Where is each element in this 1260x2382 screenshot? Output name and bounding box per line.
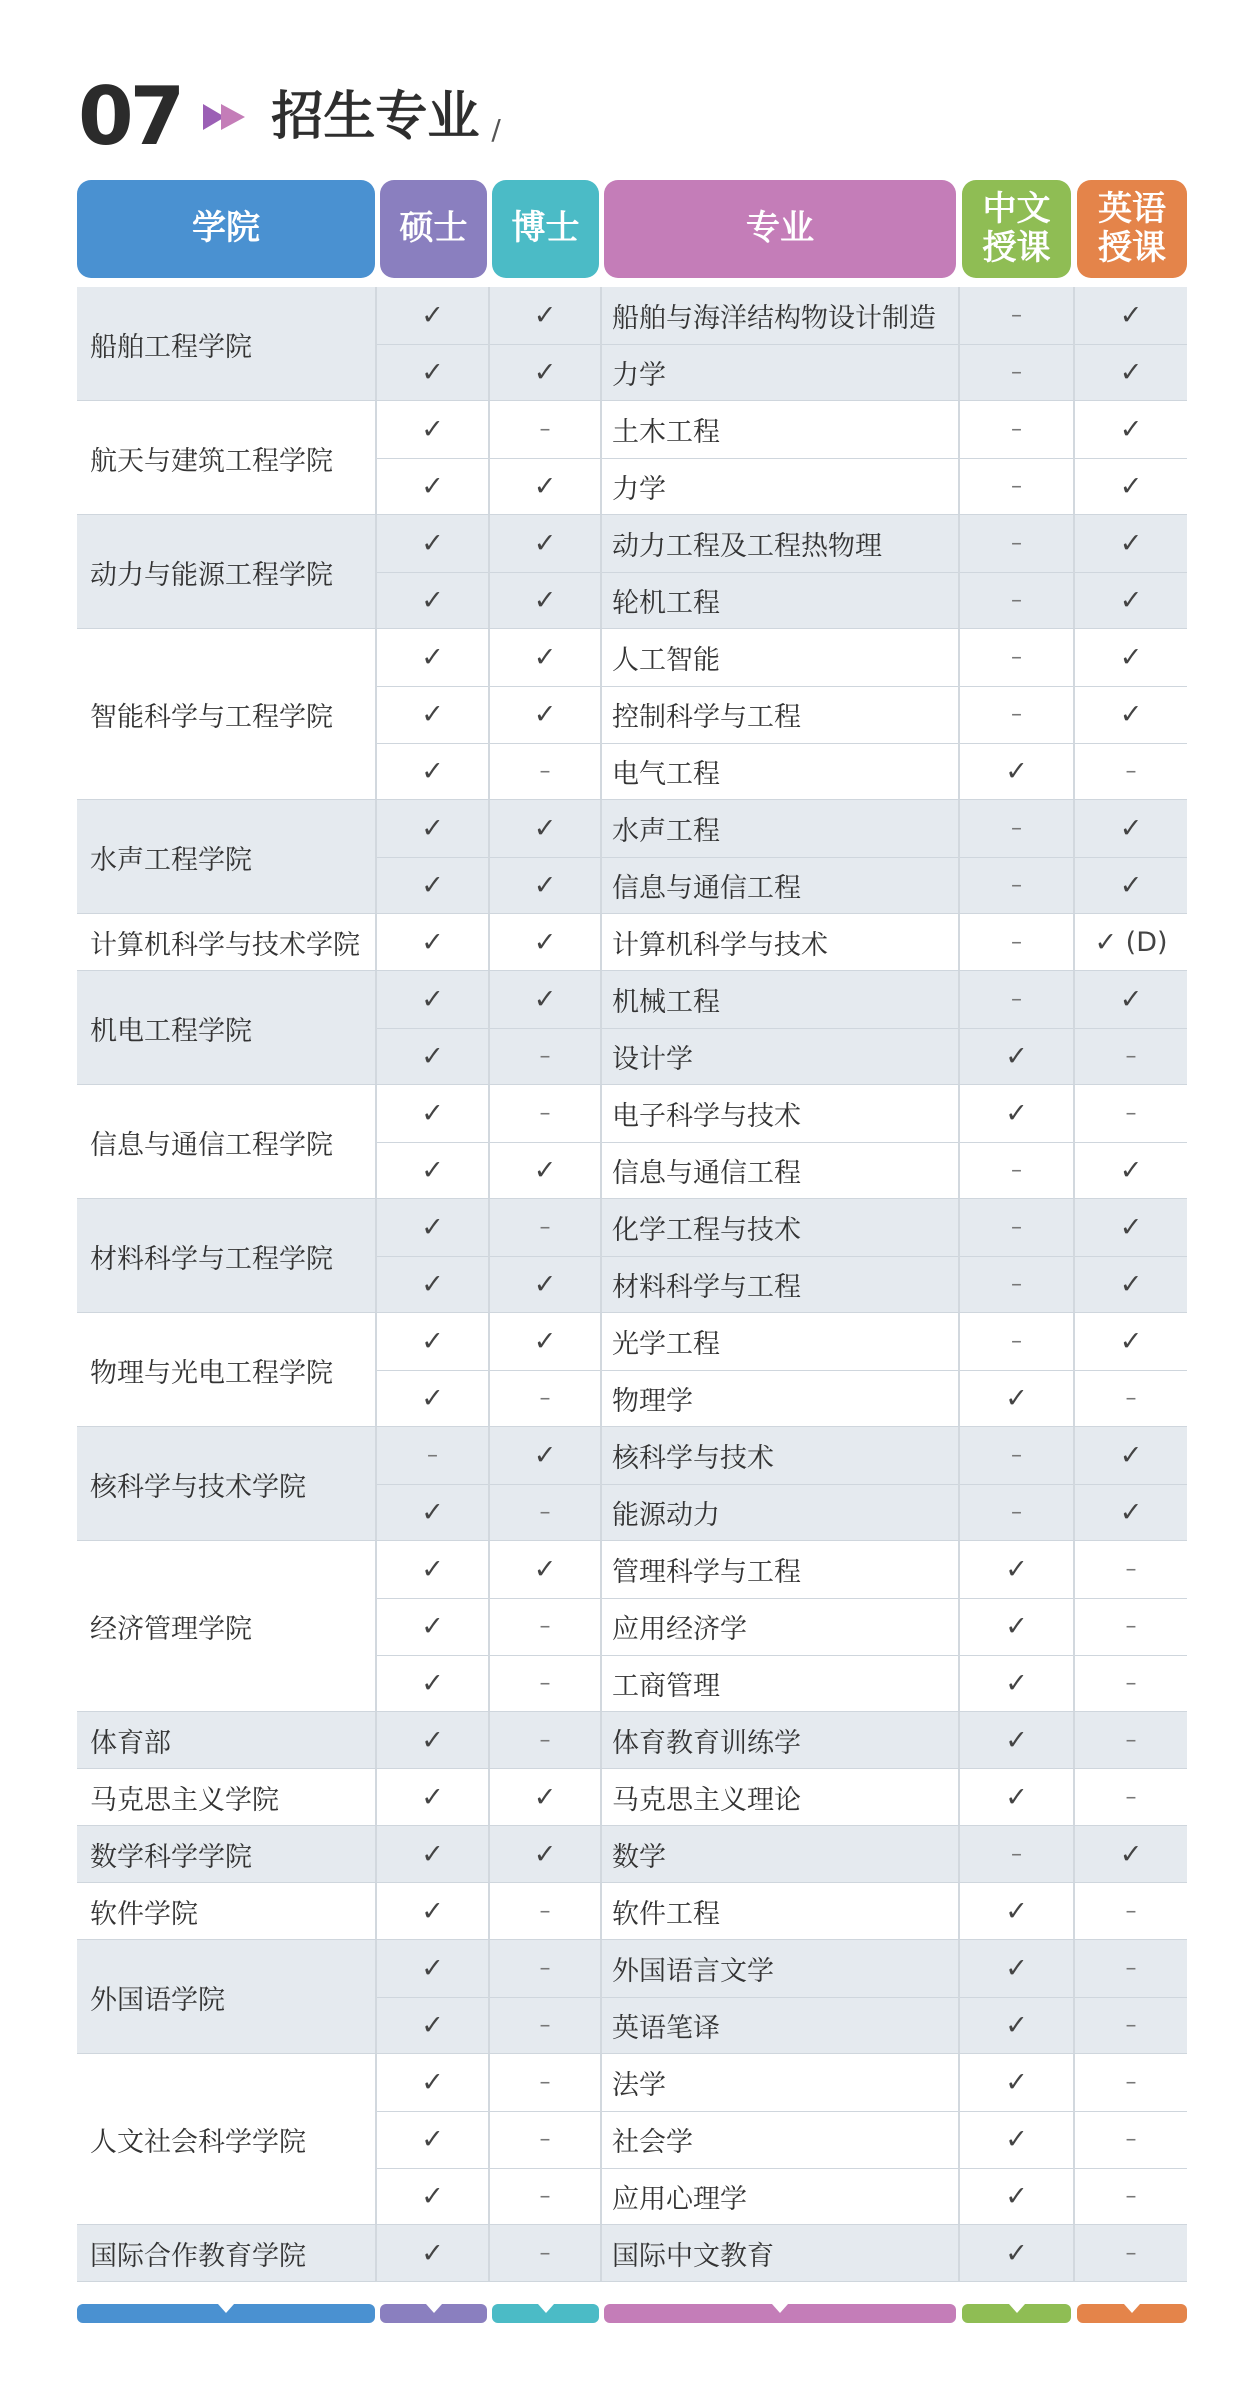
header-chinese-line2: 授课 [982, 228, 1051, 268]
footer-bar-english [1077, 2304, 1187, 2323]
english-taught-cell: ✓ [1073, 857, 1187, 914]
major-name: 力学 [600, 458, 958, 515]
college-group [77, 1427, 1187, 1541]
college-group [77, 800, 1187, 914]
major-name: 人工智能 [600, 629, 958, 686]
major-name: 计算机科学与技术 [600, 914, 958, 971]
master-cell: ✓ [375, 1598, 488, 1655]
major-name: 设计学 [600, 1028, 958, 1085]
major-name: 软件工程 [600, 1883, 958, 1940]
footer-bar-phd [492, 2304, 599, 2323]
english-taught-cell: ✓ [1073, 629, 1187, 686]
phd-cell: – [488, 1655, 600, 1712]
master-cell: ✓ [375, 914, 488, 971]
phd-cell: ✓ [488, 1313, 600, 1370]
footer-bar-major [604, 2304, 956, 2323]
chinese-taught-cell: – [958, 1142, 1073, 1199]
master-cell: ✓ [375, 743, 488, 800]
college-group [77, 1883, 1187, 1940]
phd-cell: ✓ [488, 800, 600, 857]
table-row [375, 1541, 1187, 1598]
table-row [375, 287, 1187, 344]
header-major [604, 180, 956, 278]
major-name: 电气工程 [600, 743, 958, 800]
master-cell: ✓ [375, 629, 488, 686]
master-cell: ✓ [375, 1370, 488, 1427]
english-taught-cell: – [1073, 2054, 1187, 2111]
chinese-taught-cell: ✓ [958, 1769, 1073, 1826]
chinese-taught-cell: ✓ [958, 2168, 1073, 2225]
major-name: 法学 [600, 2054, 958, 2111]
college-group [77, 2225, 1187, 2282]
college-group [77, 914, 1187, 971]
master-cell: ✓ [375, 401, 488, 458]
major-name: 信息与通信工程 [600, 1142, 958, 1199]
chinese-taught-cell: ✓ [958, 2054, 1073, 2111]
chinese-taught-cell: – [958, 344, 1073, 401]
table-row [375, 515, 1187, 572]
table-row [375, 2111, 1187, 2168]
table-row [375, 1769, 1187, 1826]
college-group [77, 1940, 1187, 2054]
table-row [375, 572, 1187, 629]
college-name: 动力与能源工程学院 [90, 559, 333, 591]
chinese-taught-cell: ✓ [958, 2225, 1073, 2282]
english-taught-cell: ✓ [1073, 1199, 1187, 1256]
phd-cell: ✓ [488, 515, 600, 572]
phd-cell: – [488, 2054, 600, 2111]
table-row [375, 1142, 1187, 1199]
chinese-taught-cell: – [958, 1427, 1073, 1484]
chinese-taught-cell: ✓ [958, 1598, 1073, 1655]
phd-cell: – [488, 1940, 600, 1997]
english-taught-cell: ✓ [1073, 1484, 1187, 1541]
chinese-taught-cell: – [958, 287, 1073, 344]
chinese-taught-cell: – [958, 1199, 1073, 1256]
english-taught-cell: – [1073, 1085, 1187, 1142]
phd-cell: ✓ [488, 971, 600, 1028]
table-row [375, 2225, 1187, 2282]
english-taught-cell: – [1073, 1028, 1187, 1085]
major-name: 外国语言文学 [600, 1940, 958, 1997]
english-taught-cell: ✓ [1073, 1313, 1187, 1370]
chinese-taught-cell: – [958, 515, 1073, 572]
college-name: 核科学与技术学院 [90, 1471, 306, 1503]
header-english-taught [1077, 180, 1187, 278]
table-row [375, 2054, 1187, 2111]
table-row [375, 1484, 1187, 1541]
phd-cell: ✓ [488, 857, 600, 914]
master-cell: ✓ [375, 1313, 488, 1370]
table-row [375, 914, 1187, 971]
college-name: 材料科学与工程学院 [90, 1243, 333, 1275]
phd-cell: – [488, 1370, 600, 1427]
chinese-taught-cell: ✓ [958, 1712, 1073, 1769]
table-row [375, 1883, 1187, 1940]
master-cell: ✓ [375, 2168, 488, 2225]
master-cell: ✓ [375, 1256, 488, 1313]
table-row [375, 1313, 1187, 1370]
phd-cell: – [488, 2225, 600, 2282]
phd-cell: – [488, 2111, 600, 2168]
college-group [77, 971, 1187, 1085]
college-group [77, 629, 1187, 800]
college-name: 人文社会科学学院 [90, 2127, 306, 2158]
english-taught-cell: ✓ [1073, 458, 1187, 515]
major-name: 动力工程及工程热物理 [600, 515, 958, 572]
college-name: 软件学院 [90, 1899, 198, 1930]
major-name: 核科学与技术 [600, 1427, 958, 1484]
english-taught-cell: – [1073, 1769, 1187, 1826]
english-taught-cell: ✓ [1073, 515, 1187, 572]
college-name: 智能科学与工程学院 [90, 702, 333, 733]
college-group [77, 1199, 1187, 1313]
section-number: 07 [78, 70, 182, 163]
table-row [375, 1826, 1187, 1883]
chinese-taught-cell: – [958, 1313, 1073, 1370]
header-master [380, 180, 487, 278]
master-cell: ✓ [375, 515, 488, 572]
college-group [77, 1826, 1187, 1883]
table-row [375, 1085, 1187, 1142]
chinese-taught-cell: ✓ [958, 743, 1073, 800]
master-cell: ✓ [375, 2054, 488, 2111]
college-name: 机电工程学院 [90, 1015, 252, 1047]
master-cell: ✓ [375, 1940, 488, 1997]
phd-cell: ✓ [488, 1826, 600, 1883]
major-name: 水声工程 [600, 800, 958, 857]
master-cell: ✓ [375, 287, 488, 344]
master-cell: ✓ [375, 1028, 488, 1085]
english-taught-cell: ✓ [1073, 572, 1187, 629]
chinese-taught-cell: ✓ [958, 1997, 1073, 2054]
footer-bar-chinese [962, 2304, 1071, 2323]
major-name: 马克思主义理论 [600, 1769, 958, 1826]
chinese-taught-cell: ✓ [958, 1028, 1073, 1085]
table-row [375, 743, 1187, 800]
chinese-taught-cell: – [958, 857, 1073, 914]
major-name: 力学 [600, 344, 958, 401]
table-row [375, 1940, 1187, 1997]
title-slash: / [491, 112, 501, 146]
table-row [375, 1655, 1187, 1712]
table-row [375, 401, 1187, 458]
table-row [375, 971, 1187, 1028]
phd-cell: – [488, 1997, 600, 2054]
chinese-taught-cell: ✓ [958, 1655, 1073, 1712]
chinese-taught-cell: – [958, 1826, 1073, 1883]
master-cell: ✓ [375, 1826, 488, 1883]
phd-cell: – [488, 743, 600, 800]
phd-cell: – [488, 1085, 600, 1142]
major-name: 体育教育训练学 [600, 1712, 958, 1769]
phd-cell: ✓ [488, 629, 600, 686]
major-name: 物理学 [600, 1370, 958, 1427]
chinese-taught-cell: – [958, 914, 1073, 971]
table-row [375, 1712, 1187, 1769]
college-name: 数学科学学院 [90, 1842, 252, 1873]
english-taught-cell: – [1073, 1712, 1187, 1769]
major-name: 信息与通信工程 [600, 857, 958, 914]
chinese-taught-cell: – [958, 971, 1073, 1028]
phd-cell: ✓ [488, 572, 600, 629]
phd-cell: – [488, 2168, 600, 2225]
phd-cell: ✓ [488, 344, 600, 401]
master-cell: ✓ [375, 1484, 488, 1541]
phd-cell: – [488, 1883, 600, 1940]
master-cell: ✓ [375, 1541, 488, 1598]
master-cell: ✓ [375, 1883, 488, 1940]
major-name: 应用心理学 [600, 2168, 958, 2225]
header-english-line1: 英语 [1098, 188, 1166, 229]
english-taught-cell: – [1073, 1598, 1187, 1655]
english-taught-cell: – [1073, 2225, 1187, 2282]
footer-bar-college [77, 2304, 375, 2323]
english-taught-cell: ✓ [1073, 1256, 1187, 1313]
chinese-taught-cell: – [958, 1484, 1073, 1541]
master-cell: ✓ [375, 686, 488, 743]
master-cell: ✓ [375, 800, 488, 857]
chinese-taught-cell: – [958, 401, 1073, 458]
master-cell: ✓ [375, 458, 488, 515]
major-name: 电子科学与技术 [600, 1085, 958, 1142]
english-taught-cell: ✓ [1073, 401, 1187, 458]
english-taught-cell: – [1073, 1997, 1187, 2054]
phd-cell: – [488, 1712, 600, 1769]
double-arrow-icon [203, 100, 251, 134]
major-name: 数学 [600, 1826, 958, 1883]
table-row [375, 629, 1187, 686]
major-name: 船舶与海洋结构物设计制造 [600, 287, 958, 344]
programs-table [77, 287, 1187, 2282]
table-row [375, 1028, 1187, 1085]
chinese-taught-cell: – [958, 572, 1073, 629]
major-name: 工商管理 [600, 1655, 958, 1712]
header-phd [492, 180, 599, 278]
phd-cell: ✓ [488, 458, 600, 515]
major-name: 应用经济学 [600, 1598, 958, 1655]
phd-cell: ✓ [488, 1427, 600, 1484]
major-name: 控制科学与工程 [600, 686, 958, 743]
major-name: 机械工程 [600, 971, 958, 1028]
phd-cell: ✓ [488, 287, 600, 344]
college-name: 计算机科学与技术学院 [90, 930, 360, 961]
english-taught-cell: ✓ [1073, 800, 1187, 857]
college-name: 体育部 [90, 1728, 171, 1759]
table-row [375, 1256, 1187, 1313]
master-cell: ✓ [375, 857, 488, 914]
college-name: 船舶工程学院 [90, 331, 252, 363]
header-chinese-taught [962, 180, 1071, 278]
phd-cell: – [488, 1028, 600, 1085]
table-row [375, 1427, 1187, 1484]
master-cell: ✓ [375, 1142, 488, 1199]
phd-cell: ✓ [488, 914, 600, 971]
master-cell: ✓ [375, 1655, 488, 1712]
phd-cell: ✓ [488, 686, 600, 743]
major-name: 土木工程 [600, 401, 958, 458]
major-name: 光学工程 [600, 1313, 958, 1370]
phd-cell: ✓ [488, 1256, 600, 1313]
master-cell: ✓ [375, 1769, 488, 1826]
english-taught-cell: – [1073, 1883, 1187, 1940]
chinese-taught-cell: – [958, 1256, 1073, 1313]
chinese-taught-cell: ✓ [958, 1085, 1073, 1142]
english-taught-cell: – [1073, 2168, 1187, 2225]
college-group [77, 287, 1187, 401]
english-taught-cell: ✓ [1073, 287, 1187, 344]
english-taught-cell: ✓ [1073, 1427, 1187, 1484]
header-college-label: 学院 [192, 208, 260, 249]
college-group [77, 2054, 1187, 2225]
phd-cell: – [488, 1199, 600, 1256]
english-taught-cell: ✓ [1073, 344, 1187, 401]
section-title: 招生专业 [271, 87, 480, 147]
college-group [77, 1769, 1187, 1826]
phd-cell: ✓ [488, 1142, 600, 1199]
table-row [375, 1370, 1187, 1427]
chinese-taught-cell: ✓ [958, 2111, 1073, 2168]
header-master-label: 硕士 [399, 208, 468, 249]
college-name: 航天与建筑工程学院 [90, 445, 333, 477]
header-chinese-line1: 中文 [982, 188, 1051, 229]
college-name: 国际合作教育学院 [90, 2241, 306, 2272]
english-taught-cell: – [1073, 2111, 1187, 2168]
college-name: 信息与通信工程学院 [90, 1129, 333, 1161]
major-name: 轮机工程 [600, 572, 958, 629]
english-taught-cell: ✓ [1073, 686, 1187, 743]
major-name: 化学工程与技术 [600, 1199, 958, 1256]
table-row [375, 1997, 1187, 2054]
chinese-taught-cell: – [958, 686, 1073, 743]
english-taught-cell: – [1073, 1940, 1187, 1997]
table-row [375, 857, 1187, 914]
college-group [77, 1085, 1187, 1199]
master-cell: ✓ [375, 2225, 488, 2282]
college-name: 外国语学院 [90, 1984, 225, 2016]
college-name: 水声工程学院 [90, 844, 252, 876]
english-taught-cell: ✓ [1073, 1826, 1187, 1883]
table-row [375, 1199, 1187, 1256]
major-name: 材料科学与工程 [600, 1256, 958, 1313]
chinese-taught-cell: ✓ [958, 1940, 1073, 1997]
master-cell: ✓ [375, 344, 488, 401]
header-major-label: 专业 [746, 208, 814, 249]
major-name: 英语笔译 [600, 1997, 958, 2054]
phd-cell: – [488, 401, 600, 458]
chinese-taught-cell: – [958, 800, 1073, 857]
header-phd-label: 博士 [511, 208, 580, 249]
college-group [77, 1712, 1187, 1769]
table-row [375, 344, 1187, 401]
master-cell: ✓ [375, 1712, 488, 1769]
major-name: 国际中文教育 [600, 2225, 958, 2282]
table-row [375, 2168, 1187, 2225]
master-cell: ✓ [375, 971, 488, 1028]
master-cell: ✓ [375, 572, 488, 629]
master-cell: ✓ [375, 2111, 488, 2168]
college-group [77, 515, 1187, 629]
phd-cell: – [488, 1598, 600, 1655]
master-cell: – [375, 1427, 488, 1484]
table-row [375, 458, 1187, 515]
page-title-block [78, 72, 501, 162]
english-taught-cell: – [1073, 743, 1187, 800]
college-group [77, 401, 1187, 515]
major-name: 能源动力 [600, 1484, 958, 1541]
major-name: 社会学 [600, 2111, 958, 2168]
header-english-line2: 授课 [1098, 228, 1166, 268]
english-taught-cell: ✓ [1073, 971, 1187, 1028]
master-cell: ✓ [375, 1199, 488, 1256]
college-name: 物理与光电工程学院 [90, 1357, 333, 1389]
master-cell: ✓ [375, 1997, 488, 2054]
master-cell: ✓ [375, 1085, 488, 1142]
footer-bar-master [380, 2304, 487, 2323]
chinese-taught-cell: ✓ [958, 1541, 1073, 1598]
english-taught-cell: – [1073, 1541, 1187, 1598]
college-group [77, 1541, 1187, 1712]
college-group [77, 1313, 1187, 1427]
english-taught-cell: – [1073, 1655, 1187, 1712]
major-name: 管理科学与工程 [600, 1541, 958, 1598]
table-row [375, 800, 1187, 857]
college-name: 经济管理学院 [90, 1614, 252, 1645]
chinese-taught-cell: – [958, 629, 1073, 686]
phd-cell: ✓ [488, 1769, 600, 1826]
phd-cell: ✓ [488, 1541, 600, 1598]
chinese-taught-cell: ✓ [958, 1370, 1073, 1427]
header-college [77, 180, 375, 278]
table-row [375, 686, 1187, 743]
phd-cell: – [488, 1484, 600, 1541]
table-row [375, 1598, 1187, 1655]
english-taught-cell: ✓ [1073, 1142, 1187, 1199]
college-name: 马克思主义学院 [90, 1785, 279, 1816]
chinese-taught-cell: ✓ [958, 1883, 1073, 1940]
english-taught-cell: ✓ (D) [1073, 914, 1187, 971]
chinese-taught-cell: – [958, 458, 1073, 515]
english-taught-cell: – [1073, 1370, 1187, 1427]
